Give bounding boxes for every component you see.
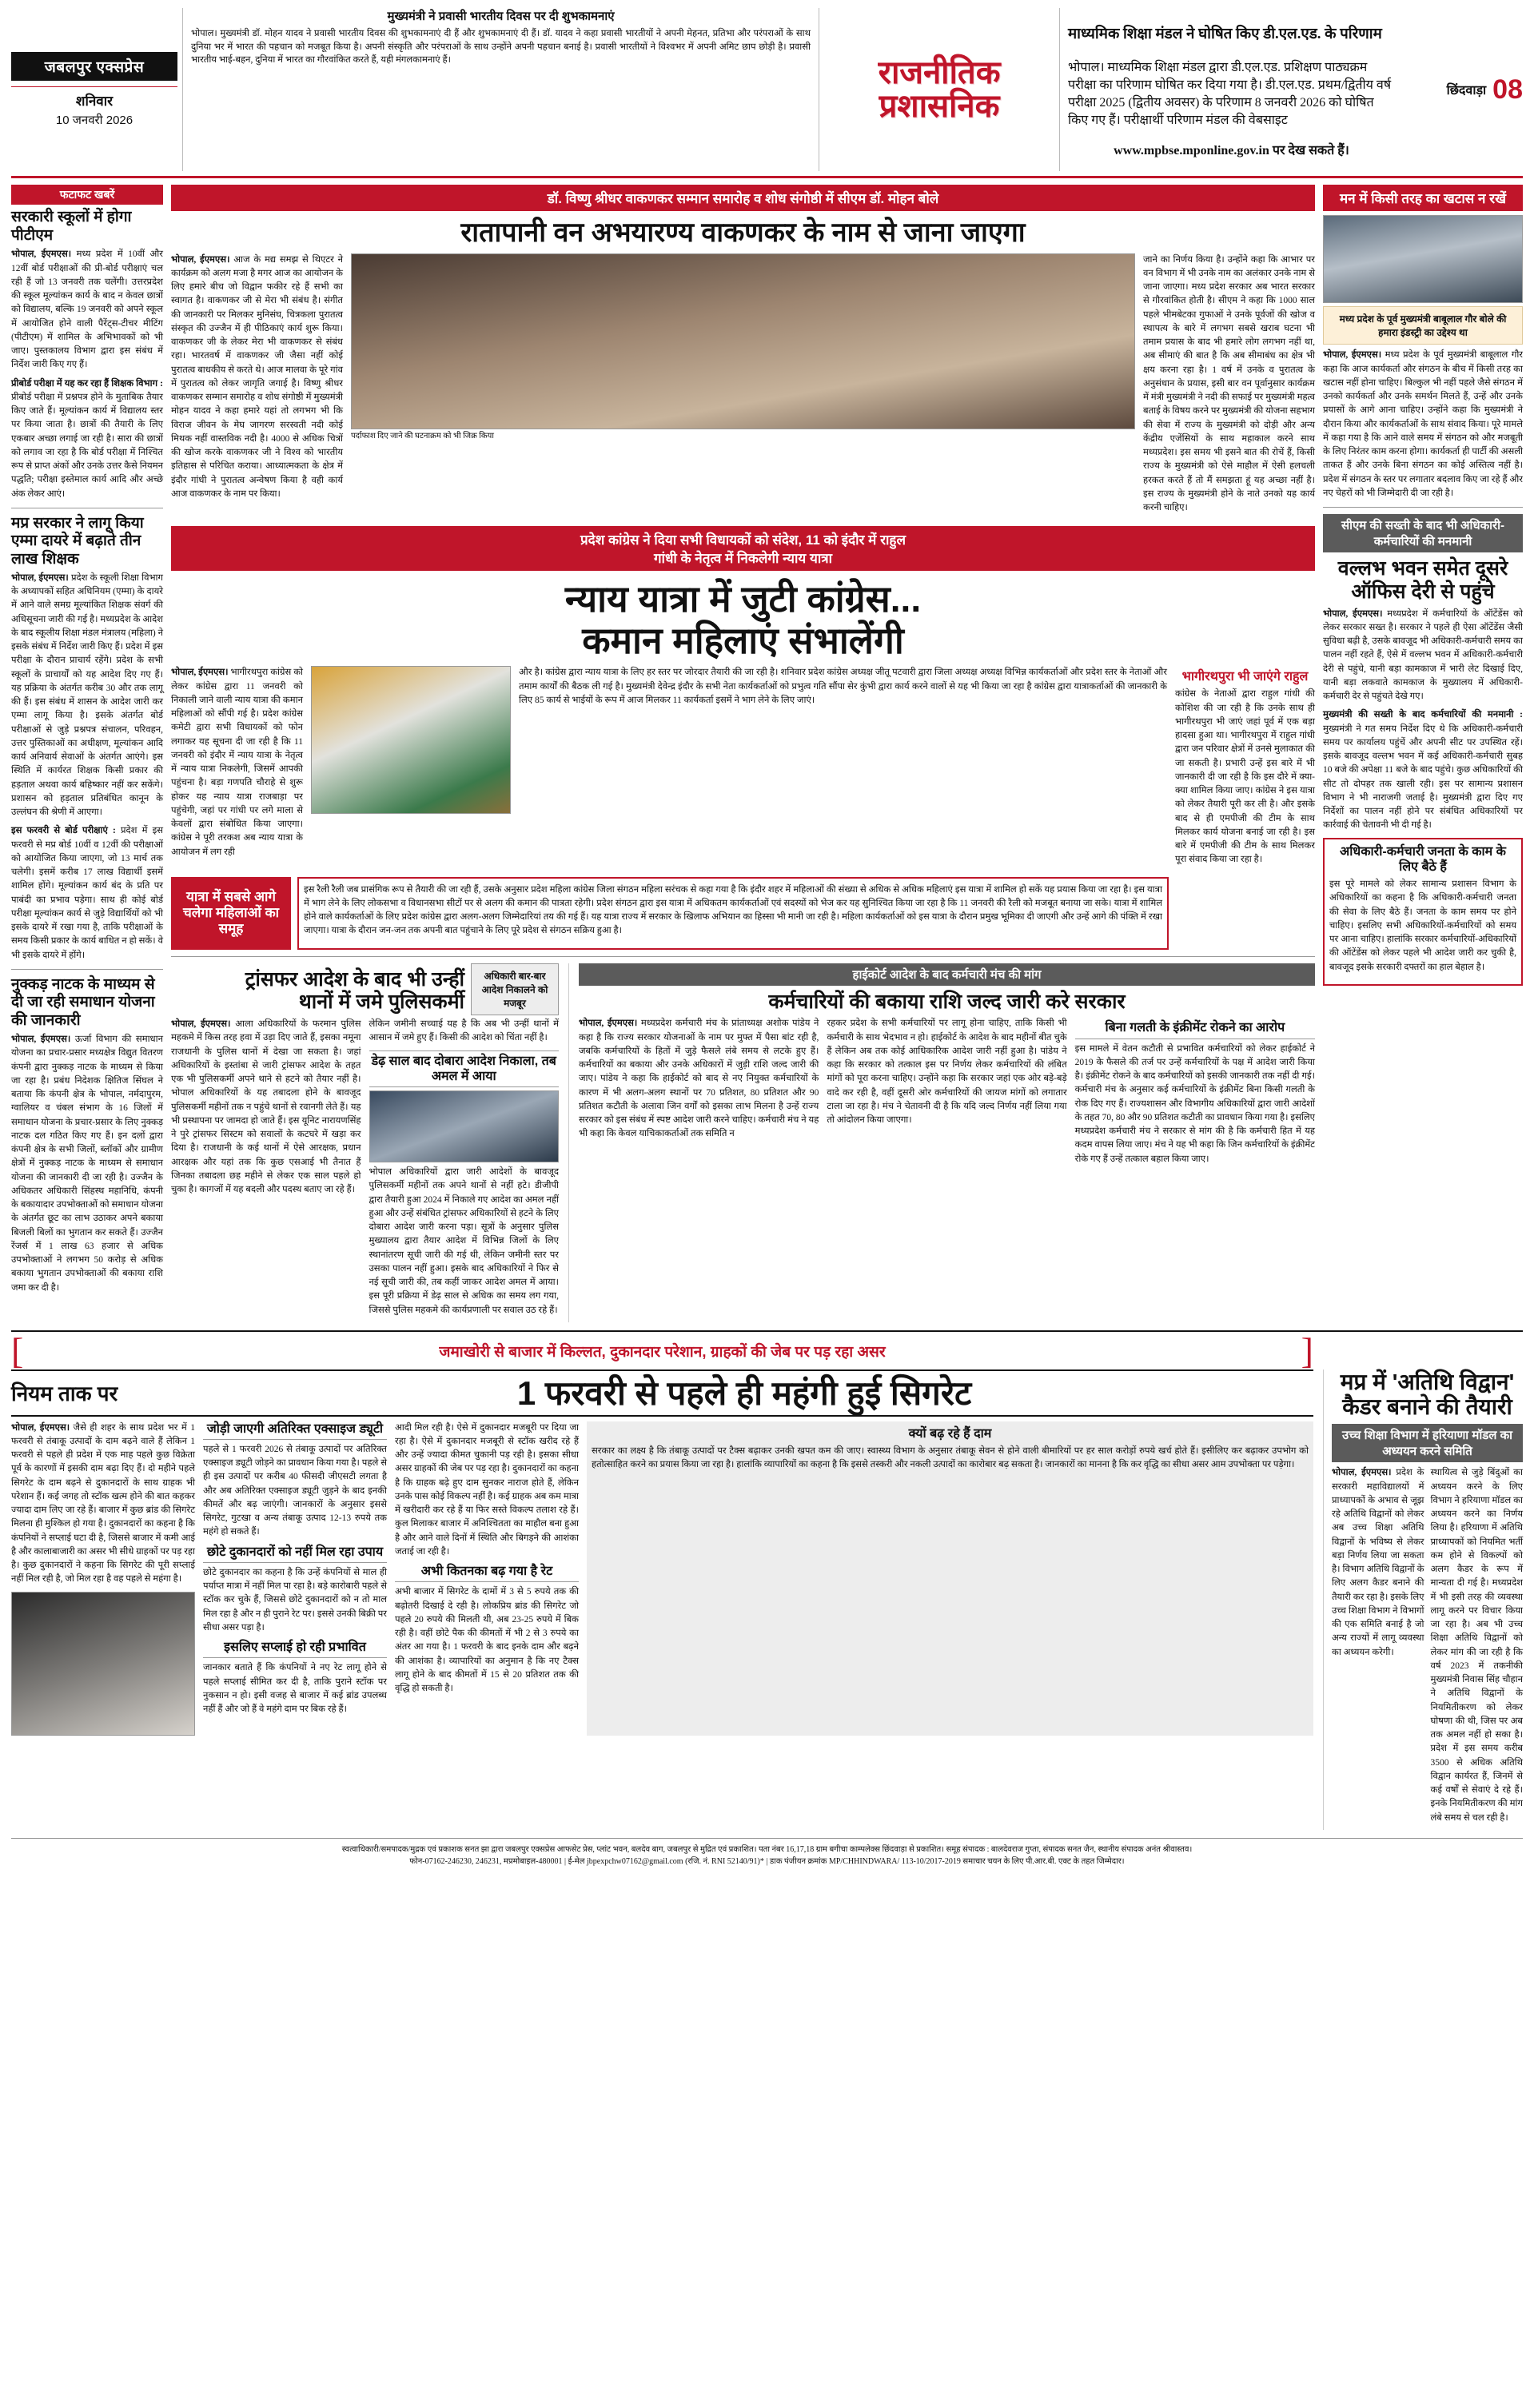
page-number: 08: [1492, 74, 1523, 105]
story-text: ऊर्जा विभाग की समाधान योजना का प्रचार-प्रसार मध्यक्षेत्र विद्युत वितरण कंपनी द्वारा नुक्कड़ नाटक के माध्यम से किया जा रहा है। प्रबंध निदेशक क्षितिज सिंघल ने बताया कि कंपनी क्षेत्र के भोपाल, नर्मदापुरम, ग्वालियर व चंबल संभाग के 16 जिलों में समाधान योजना के प्रचार-प्रसार के लिए नुक्कड़ नाटक दल गठित किए गए हैं। इन दलों द्वारा कंपनी क्षेत्र के सभी जिलों, ब्लॉकों और ग्रामीण क्षेत्रों में नुक्कड़ नाटक के माध्यम से समाधान योजना की जानकारी दी जा रही है। उज्जैन के अधिकतर अधिकारी सिंहस्थ महानिधि, कंपनी के बकायादार उपभोक्ताओं को समाधान योजना के अंतर्गत छूट का लाभ उठाकर अपने बकाया बिजली बिलों का भुगतान कर सकते हैं। उज्जैन रेंजर्स में 1 लाख 63 हजार से अधिक उपभोक्ताओं ने लगभग 50 करोड़ से अधिक बकाया भुगतान उपभोक्ताओं की बकाया राशि जमा कर दी है।: [11, 1035, 163, 1293]
story-text: सरकार का लक्ष्य है कि तंबाकू उत्पादों पर टैक्स बढ़ाकर उनकी खपत कम की जाए। स्वास्थ्य विभाग के अनुसार तंबाकू सेवन से होने वाली बीमारियों पर हर साल करोड़ों रुपये खर्च होते हैं। इसीलिए कर बढ़ाकर उपभोग को हतोत्साहित करने का प्रयास किया जा रहा है। हालांकि व्यापारियों का कहना है कि इससे तस्करी और नकली उत्पादों का कारोबार बढ़ सकता है। जानकारों का मानना है कि कर वृद्धि का सीधा असर आम उपभोक्ता पर पड़ेगा।: [592, 1445, 1309, 1470]
photo-caption-box: मध्य प्रदेश के पूर्व मुख्यमंत्री बाबूलाल गौर बोले की हमारा इंडस्ट्री का उद्देश्य था: [1323, 306, 1523, 345]
story-text: आज के मद्य समझ से थिएटर ने कार्यक्रम को अलग मजा है मगर आज का आयोजन के लिए हमारे बीच जो विद्वान फकीर रहे हैं सभी का स्वागत है। वाकणकर जी से मेरा भी संबंध है। संगीत की जानकारी पर मिलकर मुनिसंघ, चित्रकला पुरातत्व संस्कृत की उज्जैन में ही पीठिकाएं कार्य शुरू किया। वाकणकर जी के लेकर मेरा भी वाकणकर से संबंध रहा। भारतवर्ष में वाकणकर जी जैसा नहीं कोई पुरातत्व बाधकीय से करते थे। आज मालवा के पूरे गांव में पुरातत्व को लेकर जागृति जगाई है। विष्णु श्रीधर वाकणकर सम्मान समारोह व शोध संगोष्ठी में मुख्यमंत्री मोहन यादव ने कहा हमारे यहां तो लगभग भी कि विराज जीवन के मेघ जागरण सरस्वती नदी कोई मिथक नहीं वास्तविक नदी है। 4000 से अधिक चित्रों की खोज करके वाकणकर जी ने विश्व को भारतीय इतिहास से परिचित कराया। आध्यात्मकता के क्षेत्र में इंदौर गांधी ने पुरातत्व अन्वेषण किया है वही कार्य आज वाकणकर के नाम पर किया।: [171, 254, 344, 499]
story-text: अभी बाजार में सिगरेट के दामों में 3 से 5 रुपये तक की बढ़ोतरी दिखाई दे रही है। लोकप्रिय ब्रांड की सिगरेट जो पहले 20 रुपये की मिलती थी, अब 23-25 रुपये में बिक रही है। वहीं छोटे पैक की कीमतों में भी 2 से 3 रुपये का अंतर आ गया है। 1 फरवरी के बाद इनके दाम और बढ़ने की आशंका है। व्यापारियों का अनुमान है कि नए टैक्स लागू होने के बाद कीमतों में 15 से 20 प्रतिशत तक की वृद्धि हो सकती है।: [395, 1587, 579, 1694]
photo-congress-rally: [311, 666, 511, 814]
story-body-bhagirathpura-cont: [1175, 877, 1315, 950]
topbar-congress: [171, 526, 1315, 571]
masthead-title-line1: राजनीतिक: [878, 55, 1001, 91]
subhead-transfer-order: डेढ़ साल बाद दोबारा आदेश निकाला, तब अमल में आया: [369, 1051, 560, 1087]
divider: [11, 86, 177, 87]
story-head-nyaya-yatra: [171, 579, 1315, 661]
story-text-2: जाने का निर्णय किया है। उन्होंने कहा कि आभार पर वन विभाग में भी उनके नाम का अलंकार उनके नाम से जाना जाएगा। मध्य प्रदेश सरकार अब भारत सरकार से गौरवांकित होती है। सीएम ने कहा कि 1000 साल पहले भीमबेटका गुफाओं ने उनके पूर्वजों की खोज व स्थापत्य के बारे में लगभग सबसे खराब घटना भी तमाम प्रयास के बाद भी हमारे लोग लगभग नहीं था, अब सीमाएं की बात है कि अब सीमाबंध का क्षेत्र भी क्षय करना रहा है। 1 वर्ष में उनके व पुरातत्व के अनुसंधान के प्रयास, इसी बार वन पूर्वानुसार कार्यक्रम में मंत्री मुख्यमंत्री ने नदी की सफाई पर मुख्यमंत्री महत्व बताई के विषय करने पर मुख्यमंत्री की योजना सहभाग की सेवा में राज्य के मुख्यमंत्री को दोड़ी और अन्य केंद्रीय एजेंसियों के साथ महाकाल करने साथ मध्यप्रदेश। इस समय भी इसने बात की रोचें हैं, किसी राज्य के मुख्यमंत्री को ऐसे माहौल में ऐसी हलचली हरकत करते हैं तो मैं समझता हूं यह अच्छा नहीं है। इस राज्य के मुख्यमंत्री होने के नाते उनको यह कार्य करनी चाहिए।: [1143, 254, 1315, 513]
story-body-cig-6: [395, 1585, 579, 1696]
masthead-left-news: [183, 8, 819, 171]
dateline: भोपाल, ईएमएस।: [171, 254, 230, 265]
box-officers-head: अधिकारी-कर्मचारी जनता के काम के लिए बैठे हैं: [1340, 844, 1506, 874]
story-body-transfer-3: [369, 1166, 560, 1318]
publication-day: शनिवार: [75, 93, 114, 109]
bar-khatas: [1323, 185, 1523, 211]
story-text: भागीरथपुरा कांग्रेस को लेकर कांग्रेस द्वारा 11 जनवरी को निकाली जाने वाली न्याय यात्रा की कमान महिलाओं को सौंपी गई है। प्रदेश कांग्रेस कमेटी द्वारा सभी विधायकों को फोन लगाकर यह सूचना दी जा रही है कि 11 जनवरी को इंदौर में न्याय यात्रा के नेतृत्व में न्याय यात्रा निकलेगी, जिसमें आपकी पहुंचना है। बड़ा गणपति चौराहे से शुरू होकर यह न्याय यात्रा राजबाड़ा पर पहुंचेगी, जहां पर गांधी पर लगे माला से केवलों द्वारा संबोधित किया जाएगा। कांग्रेस ने पूरी तरकश अब न्याय यात्रा के आयोजन में लग रही: [171, 668, 303, 857]
story-body-cig-4: [203, 1661, 387, 1716]
divider: [11, 969, 163, 970]
dateline: भोपाल, ईएमएस।: [1332, 1468, 1392, 1478]
main-columns: [11, 185, 1523, 1322]
topbar-congress-line2: गांधी के नेतृत्व में निकलेगी न्याय यात्रा: [653, 551, 833, 567]
story-body-atithi-1: [1332, 1466, 1424, 1830]
masthead-title: [819, 8, 1059, 171]
bar-vallabh: सीएम की सख्ती के बाद भी अधिकारी-कर्मचारियों की मनमानी: [1323, 514, 1523, 552]
story-body-ratapani-right: [1143, 253, 1315, 520]
subhead-supply: इसलिए सप्लाई हो रही प्रभावित: [203, 1640, 387, 1658]
bottom-right-column: [1323, 1369, 1523, 1830]
story-body-bhagirathpura: [1175, 688, 1315, 867]
newspaper-logo: जबलपुर एक्सप्रेस: [11, 52, 177, 81]
bottom-section: [11, 1330, 1523, 1830]
yatra-badge: यात्रा में सबसे आगे चलेगा महिलाओं का समूह: [171, 877, 291, 950]
dateline: भोपाल, ईएमएस।: [11, 1035, 71, 1045]
vallabh-head-line1: वल्लभ भवन समेत दूसरे: [1337, 557, 1508, 580]
masthead-right-news-title: माध्यमिक शिक्षा मंडल ने घोषित किए डी.एल.एड. के परिणाम: [1068, 25, 1382, 42]
story-body-yatra-2: [519, 666, 1167, 871]
masthead-edition: [1403, 8, 1523, 171]
footer-line2: फोन-07162-246230, 246231, मप्रमोबाइल-480001 | ई-मेल jbpexpchw07162@gmail.com (रजि. नं. RNI 52140/91)* | डाक पंजीयन क्रमांक MP/CHHINDWARA/ 113-10/2017-2019 समाचार चयन के लिए पी.आर.बी. एक्ट के तहत जिम्मेदार।: [409, 1856, 1125, 1866]
story-head-nukkad: नुक्कड़ नाटक के माध्यम से दी जा रही समाधान योजना की जानकारी: [11, 975, 155, 1029]
publication-date: 10 जनवरी 2026: [55, 113, 133, 127]
story-text-3: भोपाल अधिकारियों द्वारा जारी आदेशों के बावजूद पुलिसकर्मी महीनों तक अपने थानों से नहीं हटे। डीजीपी द्वारा तैयारी हुआ 2024 में निकाले गए आदेश का अमल नहीं हुआ और उन्हें संबंधित ट्रांसफर अधिकारियों से हटने के लिए दोबारा आदेश जारी करना पड़ा। सूत्रों के अनुसार पुलिस मुख्यालय द्वारा तैयार आदेश में विभिन्न जिलों के लिए स्थानांतरण सूची जारी की गई थी, लेकिन जमीनी स्तर पर उसका पालन नहीं हुआ। इसके बाद अधिकारियों ने फिर से नई सूची जारी की, तब कहीं जाकर आदेश अमल में आया। इस पूरी प्रक्रिया में डेढ़ साल से अधिक का समय लग गया, जिससे पुलिस महकमे की कार्यप्रणाली पर सवाल उठ रहे हैं।: [369, 1167, 559, 1315]
masthead-right-news-text: भोपाल। माध्यमिक शिक्षा मंडल द्वारा डी.एल.एड. प्रशिक्षण पाठ्यक्रम परीक्षा का परिणाम घोषित कर दिया गया है। डी.एल.एड. प्रथम/द्वितीय वर्ष परीक्षा 2025 (द्वितीय अवसर) के परिणाम 8 जनवरी 2026 को घोषित किए गए हैं। परीक्षार्थी परिणाम मंडल की वेबसाइट: [1068, 61, 1392, 128]
bracket-left: [: [11, 1330, 24, 1371]
story-text: मध्यप्रदेश कर्मचारी मंच के प्रांताध्यक्ष अशोक पांडेय ने कहा है कि राज्य सरकार योजनाओं के नाम पर मुफ्त में पैसा बांट रही है, जबकि कर्मचारियों के हितों में जुड़े फैसले लंबे समय से लटके हुए हैं। कर्मचारियों का बकाया और उनके अधिकारों में जुड़ी राशि जल्द जारी की जाए। पांडेय ने कहा कि हाईकोर्ट को बाद से नए नियुक्त कर्मचारियों के कारण में भी अलग-अलग स्थानों पर 70 प्रतिशत, 80 प्रतिशत और 90 प्रतिशत कटौती के अलावा जिन वर्गों को इसका लाभ मिलना है उन्हें राज्य सरकार को इस संबंध में स्पष्ट आदेश जारी करने चाहिए। कर्मचारी मंच ने यह भी कहा कि केवल याचिकाकर्ताओं तक समिति न: [579, 1019, 819, 1139]
story-text: आदी मिल रही है। ऐसे में दुकानदार मजबूरी पर दिया जा रहा है। ऐसे में दुकानदार मजबूरी से स्टॉक खरीद रहे हैं और उन्हें ज्यादा कीमत चुकानी पड़ रही है। इसका सीधा असर ग्राहकों की जेब पर पड़ रहा है। दुकानदारों का कहना है कि ग्राहक बढ़े हुए दाम सुनकर नाराज होते हैं, लेकिन उनके पास कोई विकल्प नहीं है। कई ग्राहक अब कम मात्रा में खरीदारी कर रहे हैं या फिर सस्ते विकल्प तलाश रहे हैं। कुल मिलाकर बाजार में अनिश्चितता का माहौल बना हुआ है और आने वाले दिनों में स्थिति और बिगड़ने की आशंका जताई जा रही है।: [395, 1422, 579, 1557]
vallabh-head-line2: ऑफिस देरी से पहुंचे: [1351, 580, 1495, 603]
story-text: आला अधिकारियों के फरमान पुलिस महकमे में किस तरह हवा में उड़ा दिए जाते हैं, इसका नमूना राजधानी के पुलिस थानों में देखा जा सकता है। जहां अधिकारियों के इस्तांबा से जारी ट्रांसफर आदेश के तहत एक भी पुलिसकर्मी अपने थाने से हटने को तैयार नहीं है। भोपाल अधिकारियों के यह तबादला होने के बावजूद पुलिसकर्मी महीनों तक न पहुंचे थानों से रवानगी लेते हैं। यह भी प्रस्थापना पर जामदा हो जाते हैं। इस यूनिट नारायणसिंह ने पुरे ट्रांसफर सिस्टम को सवालों के कटघरे में खड़ा कर दिया है। राजधानी के कई थानों में ऐसे आरक्षक, प्रधान आरक्षक और यहां तक कि कुछ एसआई भी तैनात हैं जिनका तबादला छह महीने से लेकर एक साल पहले हो चुका है। कागजों में यह बदली और पदस्थ बताए जा रहे हैं।: [171, 1019, 361, 1195]
yatra-highlight-box: [297, 877, 1169, 950]
story-body-ptm: [11, 248, 163, 501]
divider: [171, 956, 1315, 957]
story-text: मध्य प्रदेश में 10वीं और 12वीं बोर्ड परीक्षाओं की प्री-बोर्ड परीक्षाएं चल रही हैं जो 13 जनवरी तक चलेंगी। उत्तरप्रदेश की स्कूल मूल्यांकन कार्य के बाद न केवल छात्रों को विद्यालय, बल्कि 19 जनवरी को अपने स्कूल में आयोजित होने वाली पैरेंट्स-टीचर मीटिंग (पीटीएम) में शामिल के अभिभावकों को भी जाए। पुस्तकालय विभाग द्वारा इस संबंध में निर्देश जारी किए गए हैं।: [11, 249, 163, 370]
story-text-2: मुख्यमंत्री ने गत समय निर्देश दिए थे कि अधिकारी-कर्मचारी समय पर कार्यालय पहुंचें और अपनी सीट पर उपस्थित रहें। इसके बावजूद वल्लभ भवन में कई अधिकारी-कर्मचारी सुबह 10 बजे की अपेक्षा 11 बजे के बाद पहुंचे। कुछ अधिकारियों की सीट तो दोपहर तक खाली रही। इस पर सामान्य प्रशासन विभाग ने भी नाराजगी जताई है। मुख्यमंत्री द्वारा दिए गए निर्देशों का पालन नहीं होने पर संबंधित अधिकारियों पर कार्रवाई की चेतावनी भी दी गई है।: [1323, 724, 1523, 831]
story-head-ptm: सरकारी स्कूलों में होगा पीटीएम: [11, 209, 132, 244]
masthead-left: [11, 8, 183, 171]
story-head-esma: मप्र सरकार ने लागू किया एम्मा दायरे में बढ़ाते तीन लाख शिक्षक: [11, 514, 144, 568]
dateline: भोपाल, ईएमएस।: [579, 1019, 638, 1029]
story-text: छोटे दुकानदार का कहना है कि उन्हें कंपनियों से माल ही पर्याप्त मात्रा में नहीं मिल पा रहा है। बड़े कारोबारी पहले से स्टॉक कर चुके हैं, जिससे छोटे दुकानदारों को न तो माल मिल रहा है और न ही पुराने रेट पर। इससे उनकी बिक्री पर सीधा असर पड़ा है।: [203, 1567, 387, 1633]
story-head-transfer: [171, 968, 464, 1015]
story-text: जानकार बताते हैं कि कंपनियों ने नए रेट लागू होने से पहले सप्लाई सीमित कर दी है, ताकि पुराने स्टॉक पर नुकसान न हो। इसी वजह से बाजार में कई ब्रांड उपलब्ध नहीं हैं और जो हैं वे महंगे दाम पर बिक रहे हैं।: [203, 1663, 387, 1714]
edition-city: छिंदवाड़ा: [1446, 84, 1487, 98]
story-head-cigarette: 1 फरवरी से पहले ही महंगी हुई सिगरेट: [516, 1373, 972, 1412]
story-body-esma: [11, 572, 163, 963]
box-why-body: [592, 1445, 1309, 1473]
story-text: इस पूरे मामले को लेकर सामान्य प्रशासन विभाग के अधिकारियों का कहना है कि अधिकारी-कर्मचारी जनता की सेवा के लिए बैठे हैं। जनता के काम समय पर होने चाहिए। इसलिए सभी अधिकारियों-कर्मचारियों को समय पर आना चाहिए। हालांकि सरकार कर्मचारियों-अधिकारियों की ऑटेंडेंस को लेकर पहले भी आदेश जारी कर चुकी है, बावजूद इसके सरकारी दफ्तरों का हाल बेहाल है।: [1329, 879, 1516, 972]
story-text: प्रदेश के स्कूली शिक्षा विभाग के अध्यापकों सहित अधिनियम (एम्मा) के दायरे में आने वाले समग्र मूल्यांकित शिक्षक संवर्ग की अधिसूचना जारी की गई है। मध्यप्रदेश के आदेश के बाद स्कूलीय शिक्षा मंडल मंत्रालय (महिला) ने इसके संबंध में निर्देश जारी किए हैं। प्रदेश में इस परीक्षा के दौरान प्राचार्य रहेंगे। प्रदेश के सभी स्कूलों के प्राचार्यों को यह आदेश दिए गए हैं। यह प्रक्रिया के अंतर्गत करीब 30 और तक लागू की हैं। इस संबंध में शासन के आदेश जारी कर एम्मा लागू किया है। इसके अंतर्गत बोर्ड परीक्षाओं से जुड़े प्रश्नपत्र संचालन, परिवहन, उत्तर पुस्तिकाओं का अधीक्षण, मूल्यांकन आदि कार्य अनिवार्य सेवाओं के अंतर्गत आएंगे। इस स्थिति में कार्यरत शिक्षक किसी प्रकार की हड़ताल अथवा कार्य बहिष्कार नहीं कर सकेंगे। प्रशासन को हड़ताल प्रतिबंधित कानून के उल्लंघन की श्रेणी में आएगा।: [11, 572, 163, 818]
story-hc: [568, 963, 1315, 1322]
atithi-head-line1: मप्र में 'अतिथि विद्वान': [1340, 1369, 1515, 1394]
story-body-hc-1: [579, 1017, 819, 1170]
dateline: भोपाल, ईएमएस।: [1323, 350, 1382, 361]
subhead-excise: जोड़ी जाएगी अतिरिक्त एक्साइज ड्यूटी: [203, 1421, 387, 1440]
bracket-right: ]: [1301, 1330, 1313, 1371]
masthead-right-news: [1059, 8, 1403, 171]
topbar-congress-line1: प्रदेश कांग्रेस ने दिया सभी विधायकों को संदेश, 11 को इंदौर में राहुल: [580, 532, 906, 548]
story-text: पहले से 1 फरवरी 2026 से तंबाकू उत्पादों पर अतिरिक्त एक्साइज ड्यूटी जोड़ने का प्रावधान किया गया है। पहले से ही इस उत्पादों पर करीब 40 फीसदी जीएसटी लगता है और अब अतिरिक्त एक्साइज ड्यूटी जुड़ने के बाद इनकी कीमतें और बढ़ जाएंगी। जानकारों के अनुसार इससे सिगरेट, गुटखा व अन्य तंबाकू उत्पाद 12-13 रुपये तक महंगे हो सकते हैं।: [203, 1444, 387, 1537]
box-officers: [1323, 838, 1523, 986]
story-text-2: प्रीबोर्ड परीक्षा में प्रश्नपत्र होने के मुताबिक तैयार किए जाते हैं। मूल्यांकन कार्य में विद्यालय स्तर पर किया जाता है। छात्रों की तैयारी के लिए एकबार अच्छा लगाई जा रही है। सारा की छात्रों को लगाव जा रहा है कि बोर्ड परीक्षा में निश्चित रूप से प्राप्त अंकों और उनके उत्तर कैसे नियमन पद्धति; परीक्षा इस्तेमाल कार्य आदि और अच्छे अंक लेकर आएं।: [11, 392, 163, 499]
story-body-cig-3: [203, 1566, 387, 1635]
masthead-title-line2: प्रशासनिक: [879, 89, 1000, 125]
story-body-vallabh: [1323, 608, 1523, 833]
story-head-hc: कर्मचारियों की बकाया राशि जल्द जारी करे सरकार: [768, 990, 1126, 1013]
subhead-inline: मुख्यमंत्री की सख्ती के बाद कर्मचारियों की मनमानी :: [1323, 710, 1523, 720]
nyaya-head-line1: न्याय यात्रा में जुटी कांग्रेस...: [564, 578, 922, 620]
story-body-yatra-1: [171, 666, 303, 871]
masthead-right-news-url: www.mpbse.mponline.gov.in पर देख सकते हैं।: [1114, 144, 1349, 158]
footer-line1: स्वत्वाधिकारी/समपादक/मुद्रक एवं प्रकाशक सनत झा द्वारा जबलपुर एक्सप्रेस आफसेट प्रेस, प्लांट भवन, बलदेव बाग, जबलपुर से मुद्रित एवं प्रकाशित। पता नंबर 16,17,18 ग्राम बगीचा काम्पलेक्स छिंदवाड़ा से प्रकाशित। समूह संपादक : बालदेवराज गुप्ता, संपादक सनत जैन, स्थानीय संपादक अनंत श्रीवास्तव।: [341, 1844, 1193, 1854]
story-body-hc-2: [827, 1017, 1066, 1170]
column-left: [11, 185, 163, 1322]
dateline: भोपाल, ईएमएस।: [11, 572, 69, 583]
bar-khatas-text: मन में किसी तरह का खटास न रखें: [1340, 191, 1506, 207]
dateline: भोपाल, ईएमएस।: [11, 1422, 70, 1433]
subhead-inline: इस फरवरी से बोर्ड परीक्षाएं :: [11, 826, 116, 836]
story-body-transfer-2: [369, 1018, 560, 1046]
story-text: प्रदेश के सरकारी महाविद्यालयों में प्राध्यापकों के अभाव से जूझ रहे अतिथि विद्वानों को लेकर अब उच्च शिक्षा अतिथि विद्वानों के भविष्य से लेकर बड़ा निर्णय लिया जा सकता है। विभाग अतिथि विद्वानों के लिए अलग कैडर बनाने की तैयारी कर रहा है। इसके लिए उच्च शिक्षा विभाग ने विभागों की एक समिति बनाई है जो अन्य राज्यों में लागू व्यवस्था का अध्ययन करेगी।: [1332, 1468, 1424, 1657]
story-body-nukkad: [11, 1033, 163, 1295]
story-text: मध्यप्रदेश में कर्मचारियों के ऑटेंडेंस को लेकर सरकार सख्त है। सरकार ने पहले ही ऐसा ऑटेंडेंस जैसी सुविधा बढ़ी है, उसके बावजूद भी अधिकारी-कर्मचारी समय का पालन नहीं रहते हैं, ऐसे में वल्लभ भवन में अधिकारी-कर्मचारी देरी से पहुंचे, यानी बड़ा कामकाज में भारी लेट दिखाई दिए, यानी बड़ा लकवाते कामकाज के मुख्यालय में अधिकारी-कर्मचारी देर से पहुंचते देखे गए।: [1323, 608, 1524, 702]
story-text: जैसे ही शहर के साथ प्रदेश भर में 1 फरवरी से तंबाकू उत्पादों के दाम बढ़ने वाले हैं लेकिन 1 फरवरी से पहले ही प्रदेश में एक माह पहले कुछ विक्रेता पूर्व के कारणों में इसकी दाम बढ़ा दिए हैं। दो महीने पहले सिगरेट के दाम बढ़ने से दुकानदारों के साथ ग्राहक भी परेशान हैं। कई जगह तो स्टॉक खत्म होने की बात कहकर ज्यादा दाम लिए जा रहे हैं। बाजार में कुछ ब्रांड की सिगरेट मिलना ही मुश्किल हो गया है। दुकानदारों का कहना है कि कंपनियों ने सप्लाई घटा दी है, जिससे बाजार में कमी आई है और कालाबाजारी का असर भी सीधे ग्राहकों पर पड़ रहा है। कुछ दुकानदारों ने कहना कि सिगरेट की पूरी सप्लाई नहीं मिल रही है, जो मिल रहा है वह पहले से महंगा है।: [11, 1422, 195, 1585]
dateline: भोपाल, ईएमएस।: [11, 249, 72, 260]
story-text-2: प्रदेश में इस फरवरी से मप्र बोर्ड 10वीं व 12वीं की परीक्षाओं को आयोजित किया जाएगा, जो 13 मार्च तक चलेगी। इसमें करीब 17 लाख विद्यार्थी इसमें शामिल होंगे। मूल्यांकन कार्य बंद के प्रति पर पाबंदी का प्रभाव पड़ेगा। साथ ही कोई बोर्ड परीक्षा मूल्यांकन कार्य से जुड़े विद्यार्थियों को भी इसके दायरे में रखा गया है, ताकि परीक्षाओं के समय किसी प्रकार के कार्य बाधित न हो सकें। वे भी इसके दायरे में होंगे।: [11, 826, 163, 960]
story-body-increment: [1075, 1043, 1315, 1166]
transfer-head-line2: थानों में जमे पुलिसकर्मी: [298, 991, 464, 1014]
story-text-2: स्थायित्व से जुड़े बिंदुओं का अध्ययन करने के लिए विभाग ने हरियाणा मॉडल का अध्ययन करने का निर्णय लिया है। हरियाणा में अतिथि प्राध्यापकों को नियमित भर्ती कम होने से विकल्पों को अलग कैडर के रूप में मान्यता दी गई है। मध्यप्रदेश में भी इसी तरह की व्यवस्था लागू करने पर विचार किया जा रहा है। अब भी उच्च शिक्षा अतिथि विद्वानों को लेकर मांग की जा रही है कि वर्ष 2023 में तकनीकी मुख्यमंत्री निवास सिंह चौहान ने अतिथि विद्वानों के नियमितीकरण को लेकर घोषणा की थी, जिस पर अब तक अमल नहीं हो सका है। प्रदेश में इस समय करीब 3500 से अधिक अतिथि विद्वान कार्यरत हैं, जिनमें से कई वर्षों से सेवाएं दे रहे हैं। इनके नियमितीकरण की मांग लंबे समय से चल रही है।: [1430, 1468, 1523, 1823]
story-body-cig-1: [11, 1421, 195, 1587]
divider: [1323, 507, 1523, 508]
photo-vakankar-event: [351, 253, 1135, 429]
photo-police: [369, 1090, 560, 1162]
bottom-banner: जमाखोरी से बाजार में किल्लत, दुकानदार परेशान, ग्राहकों की जेब पर पड़ रहा असर: [439, 1344, 886, 1361]
story-text: मध्य प्रदेश के पूर्व मुख्यमंत्री बाबूलाल गौर कहा कि आज कार्यकर्ता और संगठन के बीच में किसी तरह का खटास नहीं होना चाहिए। बिल्कुल भी नहीं पहले जैसे संगठन में उनको कार्यकर्ता और उनके समर्थन मिलते हैं, उन्हें और उनके प्रयासों के आगे आना चाहिए। उन्होंने कहा कि मुख्यमंत्री ने दौरान किया और कार्यकर्ताओं के साथ संवाद किया। पूरे मामले में कहा गया है कि आने वाले समय में संगठन को और मजबूती के लिए निरंतर काम करना होगा। कार्यकर्ता ही पार्टी की असली ताकत हैं और उनके बिना संगठन का कोई अस्तित्व नहीं है। प्रदेश में संगठन के स्तर पर लगातार बदलाव किए जा रहे हैं और नए चेहरों को भी जिम्मेदारी दी जा रही है।: [1323, 350, 1524, 498]
column-right: [1323, 185, 1523, 1322]
box-why-prices: [587, 1421, 1313, 1736]
story-body-cig-5: [395, 1421, 579, 1560]
story-body-transfer-1: [171, 1018, 361, 1322]
photo-portrait-leader: [1323, 215, 1523, 303]
column-center: [171, 185, 1315, 1322]
yatra-box-text: इस रैली रैली जब प्रासंगिक रूप से तैयारी की जा रही हैं, उसके अनुसार प्रदेश महिला कांग्रेस जिला संगठन महिला सरंचक से कहा गया है कि इंदौर शहर में महिलाओं की संख्या से अधिक से अधिक महिलाएं इस यात्रा में शामिल हो सकें यह प्रयास किया जा रहा है। इस यात्रा में भाग लेने के लिए लोकसभा व विधानसभा सीटों पर से अलग की कमान की पात्रता रहेगी। प्रदेश संगठन द्वारा इस यात्रा में अधिकतम कार्यकर्ताओं एवं सदस्यों को भेज कर यह सुनिश्चित किया जा रहा है कि 11 जनवरी की रैली को मजबूत बनाया जा सके। यात्रा में शामिल होने वाले कार्यकर्ताओं के लिए प्रदेश कांग्रेस द्वारा अलग-अलग जिम्मेदारियां तय की गई हैं। यह यात्रा राज्य में सरकार के खिलाफ अभियान का हिस्सा भी मानी जा रही है। महिला कार्यकर्ताओं को इस यात्रा के दौरान प्रमुख भूमिका दी जाएगी और उन्हें आगे की पंक्ति में रखा जाएगा। यात्रा के दौरान जन-जन तक अपनी बात पहुंचाने के लिए पूरे प्रदेश से संगठन सक्रिय हुआ है।: [304, 884, 1162, 936]
story-head-ratapani: रातापानी वन अभयारण्य वाकणकर के नाम से जाना जाएगा: [460, 217, 1026, 249]
story-text: कांग्रेस के नेताओं द्वारा राहुल गांधी की कोशिश की जा रही है कि उनके साथ ही भागीरथपुरा भी जाएं जहां पूर्व में एक बड़ा हादसा हुआ था। भागीरथपुरा में राहुल गांधी द्वारा जन परिवार क्षेत्रों में उनसे मुलाकात की जा सकती है। प्रभारी उन्हें इस बारे में भी जानकारी दी जा रही है कि इस दौरे में क्या-क्या शामिल किया जाए। कांग्रेस ने इस यात्रा को लेकर तैयारी पूरी कर ली है। और इसके बाद से ही एमपीजी की टीम के साथ मिलकर कार्य योजना बनाई जा रही है। इस बारे में एमपीजी की टीम के साथ मिलकर पूरा संवाद किया जा रहा है।: [1175, 689, 1315, 865]
subhead-rate: अभी कितनका बढ़ गया है रेट: [395, 1564, 579, 1582]
photo-cigarette: [11, 1592, 195, 1736]
subhead-bhagirathpura: भागीरथपुरा भी जाएंगे राहुल: [1181, 670, 1309, 684]
subhead-inline: प्रीबोर्ड परीक्षा में यह कर रहा हैं शिक्षक विभाग :: [11, 378, 163, 389]
topbar-vakankar: डॉ. विष्णु श्रीधर वाकणकर सम्मान समारोह व शोध संगोष्ठी में सीएम डॉ. मोहन बोले: [171, 185, 1315, 211]
story-text-2: लेकिन जमीनी सच्चाई यह है कि अब भी उन्हीं थानों में आसान में जमे हुए हैं। किसी की आदेश को चिंता नहीं है।: [369, 1019, 559, 1043]
atithi-head-line2: कैडर बनाने की तैयारी: [1342, 1394, 1512, 1420]
story-head-vallabh: [1323, 557, 1523, 604]
subhead-small-shops: छोटे दुकानदारों को नहीं मिल रहा उपाय: [203, 1545, 387, 1563]
box-officers-body: [1329, 878, 1516, 975]
fatafat-label: फटाफट खबरें: [11, 185, 163, 205]
dateline: भोपाल, ईएमएस।: [171, 1019, 231, 1030]
bar-atithi: उच्च शिक्षा विभाग में हरियाणा मॉडल का अध्ययन करने समिति: [1332, 1424, 1523, 1462]
page-footer: [11, 1838, 1523, 1876]
dateline: भोपाल, ईएमएस।: [1323, 608, 1383, 619]
niyam-tag: नियम ताक पर: [11, 1381, 118, 1406]
transfer-head-line1: ट्रांसफर आदेश के बाद भी उन्हीं: [245, 967, 464, 991]
story-text-2: रहकर प्रदेश के सभी कर्मचारियों पर लागू होना चाहिए, ताकि किसी भी कर्मचारी के साथ भेदभाव न हो। हाईकोर्ट के आदेश के बाद महीनों बीत चुके हैं लेकिन अब तक कोई आधिकारिक आदेश जारी नहीं हुआ है। पांडेय ने कहा कि सरकार को तत्काल इस पर निर्णय लेकर कर्मचारियों की लंबित मांगों को पूरा करना चाहिए। उन्होंने कहा कि सरकार जहां एक ओर बड़े-बड़े वादे कर रही है, वहीं दूसरी ओर कर्मचारियों की जायज मांगों को लगातार टाला जा रहा है। मंच ने चेतावनी दी है कि यदि जल्द निर्णय नहीं लिया गया तो आंदोलन किया जाएगा।: [827, 1019, 1067, 1126]
box-why-head: क्यों बढ़ रहे हैं दाम: [908, 1426, 992, 1441]
story-head-atithi: [1332, 1369, 1523, 1420]
story-body-atithi-2: [1431, 1466, 1524, 1830]
subhead-increment: बिना गलती के इंक्रीमेंट रोकने का आरोप: [1075, 1020, 1315, 1039]
dateline: भोपाल, ईएमएस।: [171, 668, 229, 678]
transfer-badge: अधिकारी बार-बार आदेश निकालने को मजबूर: [471, 963, 559, 1015]
story-transfer: [171, 963, 559, 1322]
nyaya-head-line2: कमान महिलाएं संभालेंगी: [582, 619, 904, 661]
masthead: [11, 8, 1523, 178]
topbar-hc: हाईकोर्ट आदेश के बाद कर्मचारी मंच की मांग: [579, 963, 1315, 986]
story-body-ratapani-left: [171, 253, 343, 520]
story-body-khatas: [1323, 349, 1523, 500]
story-text-3: इस मामले में वेतन कटौती से प्रभावित कर्मचारियों को लेकर हाईकोर्ट ने 2019 के फैसले की तर्ज पर उन्हें कर्मचारियों के पक्ष में आदेश जारी किया है। इंक्रीमेंट रोकने के बाद कर्मचारियों को इसकी जानकारी तक नहीं दी गई। कर्मचारी मंच के अनुसार कई कर्मचारियों के इंक्रीमेंट बिना किसी गलती के रोक दिए गए हैं। राज्यशासन और विभागीय अधिकारियों द्वारा जारी आदेशों के तहत 70, 80 और 90 प्रतिशत कटौती का प्रावधान किया गया है। इसलिए मध्यप्रदेश कर्मचारी मंच ने सरकार से मांग की है कि कर्मचारी हित में यह कदम वापस लिया जाए। मंच ने यह भी कहा कि जिन कर्मचारियों के इंक्रीमेंट रोके गए हैं उन्हें तत्काल बहाल किया जाए।: [1074, 1043, 1315, 1164]
story-text-2: और है। कांग्रेस द्वारा न्याय यात्रा के लिए हर स्तर पर जोरदार तैयारी की जा रही है। शनिवार प्रदेश कांग्रेस अध्यक्ष जीतू पटवारी द्वारा जिला अध्यक्ष अध्यक्ष विभिन्न कार्यकर्ताओं और प्रदेश स्तर के नेताओं और तमाम कार्यों की बैठक ली गई है। मुख्यमंत्री देवेन्द्र इंदौर के सभी नेता कार्यकर्ताओं को प्रभुत्व गति सौंपा सेर कुंभी द्वारा कार्य करने वालों से यह भी किया जा रहा है कांग्रेस द्वारा यात्राकर्ताओं की जानकारी के लिए 85 कार्य से भाईयों के रूप में आज मिलकर 11 कार्यकर्ता इसमें ने भाग लेने के लिए जाएं।: [519, 668, 1167, 705]
masthead-left-news-title: मुख्यमंत्री ने प्रवासी भारतीय दिवस पर दी शुभकामनाएं: [387, 10, 615, 23]
story-body-cig-2: [203, 1443, 387, 1540]
photo-caption: पर्दाफाश दिए जाने की घटनाक्रम को भी जिक्र किया: [351, 431, 494, 441]
masthead-left-news-text: भोपाल। मुख्यमंत्री डॉ. मोहन यादव ने प्रवासी भारतीय दिवस की शुभकामनाएं दी हैं और शुभकामनाएं दी हैं। डॉ. यादव ने कहा प्रवासी भारतीयों ने अपनी मेहनत, प्रतिभा और परंपराओं के साथ दुनिया भर में भारत की पहचान को मजबूत किया है। अपनी संस्कृति और परंपराओं के साथ उन्होंने अपनी पहचान बनाई है। प्रवासी भारतीयों ने विश्वभर में अपनी अमिट छाप छोड़ी है। प्रवासी भारतीय भाई-बहन, दुनिया में भारत का गौरवांकित करते हैं, यही मंगलकामनाएं हैं।: [191, 29, 811, 66]
